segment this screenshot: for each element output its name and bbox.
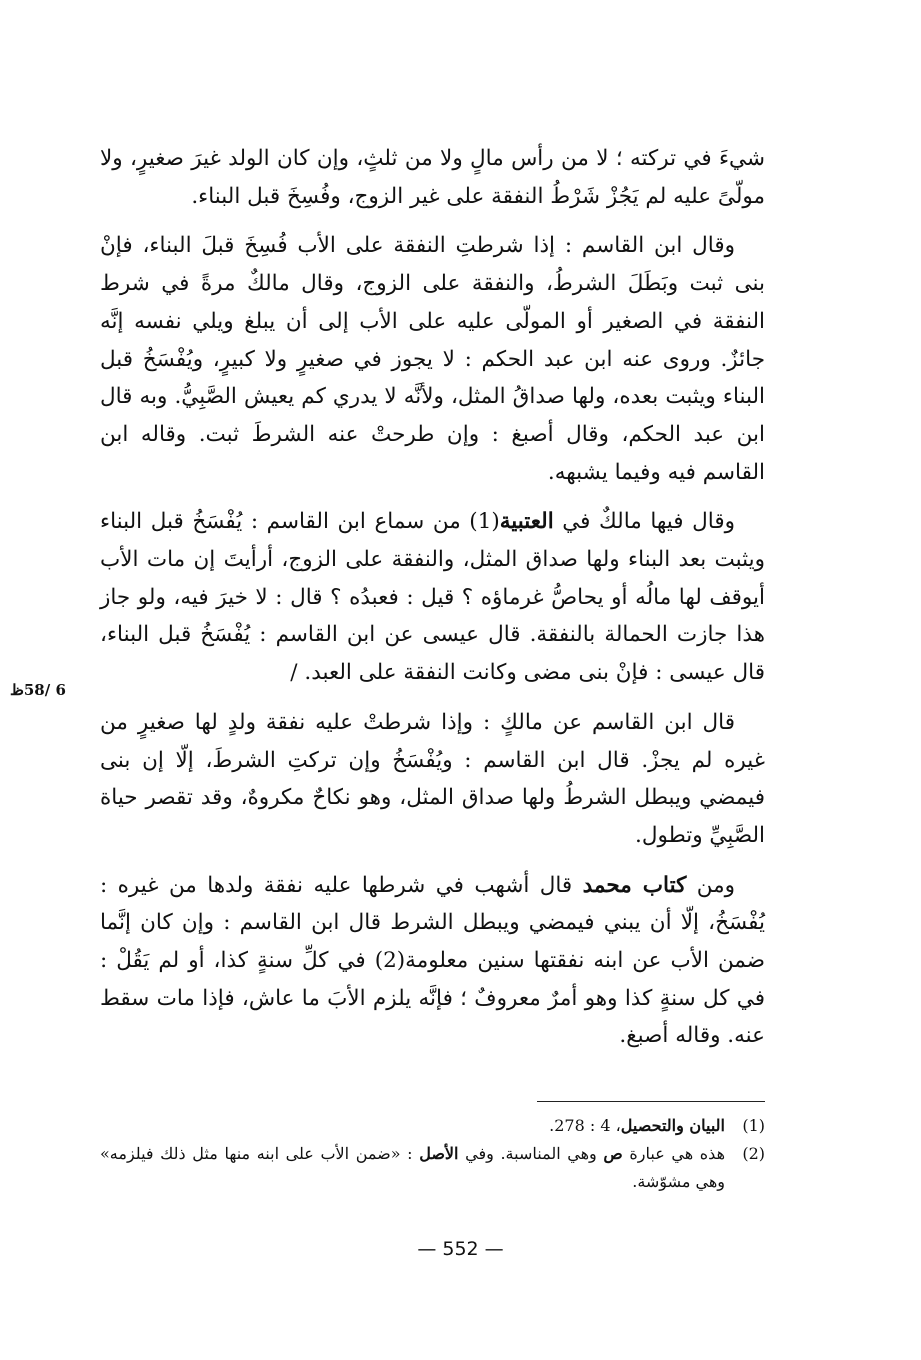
manuscript-folio-marker: 6 /58ظ xyxy=(10,681,66,699)
footnote-1: (1) البيان والتحصيل، 4 : 278. xyxy=(100,1112,765,1140)
footnote-1-number: (1) xyxy=(742,1116,765,1135)
paragraph-3: وقال فيها مالكٌ في العتبية(1) من سماع ابن القاسم : يُفْسَخُ قبل البناء ويثبت بعد البناء ولها صداق المثل، والنفقة على الزوج، أرأيتَ إن مات الأب أيوقف لها مالُه أو يحاصُّ غرماؤه ؟ قيل : فعبدُه ؟ قال : لا خيرَ فيه، ولو جاز هذا جازت الحمالة بالنفقة. قال عيسى عن ابن القاسم : يُفْسَخُ قبل البناء، قال عيسى : فإنْ بنى مضى وكانت النفقة على العبد. / xyxy=(100,509,765,686)
footnote-1-source: البيان والتحصيل xyxy=(620,1116,725,1135)
paragraph-4: قال ابن القاسم عن مالكٍ : وإذا شرطتْ عليه نفقة ولدٍ لها صغيرٍ من غيره لم يجزْ. قال ابن القاسم : ويُفْسَخُ وإن تركتِ الشرطَ، إلّا إن بنى فيمضي ويبطل الشرطُ ولها صداق المثل، وهو نكاحٌ مكروهٌ، وقد تقصر حياة الصَّبِيِّ وتطول. xyxy=(100,709,765,848)
footnote-divider xyxy=(537,1101,765,1102)
paragraph-1: شيءَ في تركته ؛ لا من رأس مالٍ ولا من ثلثٍ، وإن كان الولد غيرَ صغيرٍ، ولا مولّىً عليه لم يَجُزْ شَرْطُ النفقة على غير الزوج، وفُسِخَ قبل البناء. xyxy=(100,146,765,209)
book-title-utbiyya: العتبية xyxy=(499,509,554,535)
page-number: — 552 — xyxy=(417,1238,504,1260)
footnote-2: (2) هذه هي عبارة ص وهي المناسبة. وفي الأصل : «ضمن الأب على ابنه منها مثل ذلك فيلزمه» وهي مشوّشة. xyxy=(100,1140,765,1196)
paragraph-2: وقال ابن القاسم : إذا شرطتِ النفقة على الأب فُسِخَ قبلَ البناء، فإنْ بنى ثبت وبَطَلَ الشرطُ، والنفقة على الزوج، وقال مالكٌ مرةً في شرط النفقة في الصغير أو المولّى عليه على الأب إلى أن يبلغ ويلي نفسه إنَّه جائزٌ. وروى عنه ابن عبد الحكم : لا يجوز في صغيرٍ ولا كبيرٍ، ويُفْسَخُ قبل البناء ويثبت بعده، ولها صداقُ المثل، ولأنَّه لا يدري كم يعيش الصَّبِيُّ. وبه قال ابن عبد الحكم، وقال أصبغ : وإن طرحتْ عنه الشرطَ ثبت. وقاله ابن القاسم فيه وفيما يشبهه. xyxy=(100,233,765,485)
paragraph-5: ومن كتاب محمد قال أشهب في شرطها عليه نفقة ولدها من غيره : يُفْسَخُ، إلّا أن يبني فيمضي ويبطل الشرط قال ابن القاسم : وإن كان إنَّما ضمن الأب عن ابنه نفقتها سنين معلومة(2) في كلِّ سنةٍ كذا، أو لم يَقُلْ : في كل سنةٍ كذا وهو أمرٌ معروفٌ ؛ فإنَّه يلزم الأبَ ما عاش، فإذا مات سقط عنه. وقاله أصبغ. xyxy=(100,872,765,1049)
book-title-muhammad: كتاب محمد xyxy=(582,872,687,898)
main-text xyxy=(100,140,765,1067)
footnotes xyxy=(100,1112,765,1196)
footnote-2-number: (2) xyxy=(742,1144,765,1163)
